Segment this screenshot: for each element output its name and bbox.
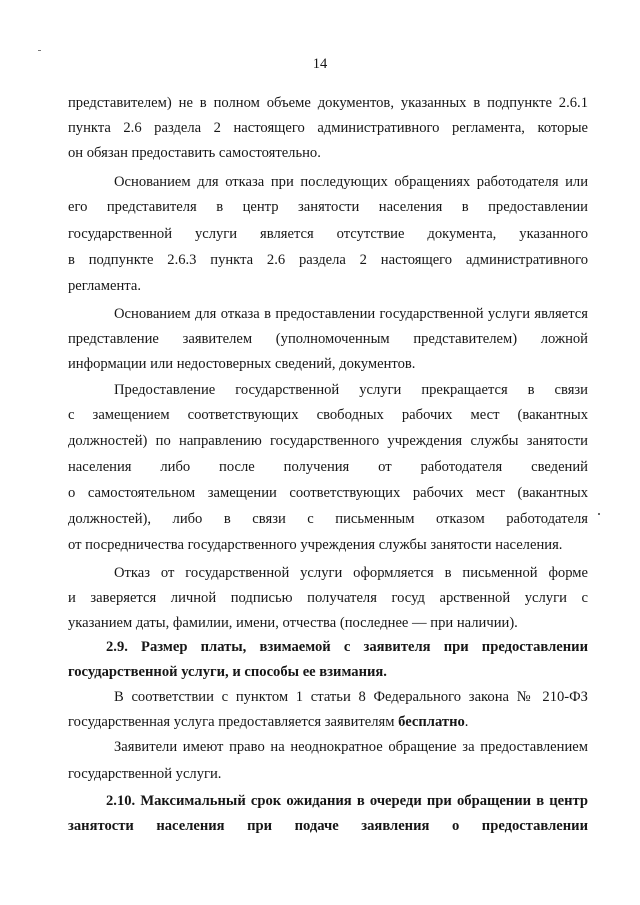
text-line: в подпункте 2.6.3 пункта 2.6 раздела 2 настоящего административного [68,252,588,268]
text-line: должностей), либо в связи с письменным отказом работодателя [68,511,588,527]
text-line: государственной услуги. [68,766,222,782]
text-line: от посредничества государственного учреждения службы занятости населения. [68,537,563,553]
bold-term: бесплатно [398,714,465,730]
text-line: регламента. [68,278,141,294]
heading-line: государственной услуги, и способы ее взимания. [68,664,387,680]
text-line: информации или недостоверных сведений, документов. [68,356,416,372]
margin-mark [38,50,41,51]
text-line [68,712,588,732]
text-line: представление заявителем (уполномоченным представителем) ложной [68,331,588,347]
heading-line: 2.10. Максимальный срок ожидания в очереди при обращении в центр [106,793,588,809]
heading-line: занятости населения при подаче заявления о предоставлении [68,818,588,834]
text-line: Основанием для отказа при последующих обращениях работодателя или [114,174,588,190]
text-line: должностей) по направлению государственного учреждения службы занятости [68,433,588,449]
text-run: . [464,714,469,730]
text-line: о самостоятельном замещении соответствующих рабочих мест (вакантных [68,485,588,501]
text-line: и заверяется личной подписью получателя госуд арственной услуги с [68,590,588,606]
page-number: 14 [312,56,328,72]
text-line: Заявители имеют право на неоднократное обращение за предоставлением [114,739,588,755]
text-line: Предоставление государственной услуги прекращается в связи [114,382,588,398]
text-line: Основанием для отказа в предоставлении государственной услуги является [114,306,588,322]
text-line: его представителя в центр занятости населения в предоставлении [68,199,588,215]
text-line: указанием даты, фамилии, имени, отчества (последнее — при наличии). [68,615,518,631]
text-run: государственная услуга предоставляется заявителям [68,714,399,730]
text-line: пункта 2.6 раздела 2 настоящего административного регламента, которые [68,120,588,136]
text-line: с замещением соответствующих свободных рабочих мест (вакантных [68,407,588,423]
scan-speck [598,513,600,515]
text-line: представителем) не в полном объеме документов, указанных в подпункте 2.6.1 [68,95,588,111]
text-line: населения либо после получения от работодателя сведений [68,459,588,475]
text-line: он обязан предоставить самостоятельно. [68,145,321,161]
heading-line: 2.9. Размер платы, взимаемой с заявителя при предоставлении [106,639,588,655]
text-line: В соответствии с пунктом 1 статьи 8 Федерального закона № 210-ФЗ [114,689,588,705]
text-line: государственной услуги является отсутствие документа, указанного [68,226,588,242]
text-line: Отказ от государственной услуги оформляется в письменной форме [114,565,588,581]
